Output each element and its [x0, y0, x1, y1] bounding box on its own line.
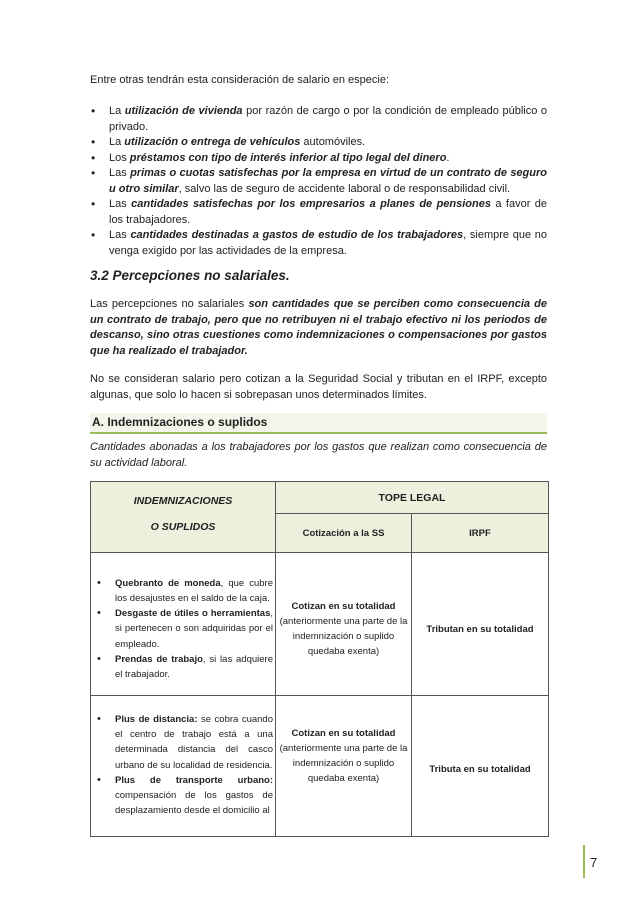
list-item: • La utilización de vivienda por razón de cargo o por la condición de empleado público o privado.	[90, 104, 547, 135]
list-item: • Plus de distancia: se cobra cuando el centro de trabajo está a una determinada distancia del casco urbano de su localidad de residencia.	[91, 712, 273, 773]
table-cell-ss: Cotizan en su totalidad (anteriormente una parte de la indemnización o suplido quedaba exenta)	[276, 563, 412, 696]
subsection-heading-text: A. Indemnizaciones o suplidos	[92, 415, 268, 429]
percepciones-paragraph: Las percepciones no salariales son cantidades que se perciben como consecuencia de un contrato de trabajo, pero que no retribuyen ni el trabajo efectivo ni los periodos de descanso, sino otras cuestiones como indemnizaciones o compensaciones por gastos que ha realizado el trabajador.	[90, 298, 548, 357]
salary-in-kind-list	[90, 104, 547, 259]
list-item: • Los préstamos con tipo de interés inferior al tipo legal del dinero.	[90, 151, 547, 167]
section-heading: 3.2 Percepciones no salariales.	[90, 268, 290, 283]
list-item: • Quebranto de moneda, que cubre los desajustes en el saldo de la caja.	[91, 576, 273, 606]
intro-text: Entre otras tendrán esta consideración de salario en especie:	[90, 74, 390, 86]
list-item: • Las cantidades satisfechas por los empresarios a planes de pensiones a favor de los trabajadores.	[90, 197, 547, 228]
table-header-irpf: IRPF	[412, 514, 549, 553]
table-cell-items	[91, 563, 276, 696]
table-row	[91, 712, 549, 837]
table-cell-ss: Cotizan en su totalidad (anteriormente una parte de la indemnización o suplido quedaba exenta)	[276, 712, 412, 837]
table-header-ss: Cotización a la SS	[276, 514, 412, 553]
list-item: • Plus de transporte urbano: compensación de los gastos de desplazamiento desde el domicilio al	[91, 773, 273, 819]
subsection-heading	[90, 413, 547, 434]
page-number: 7	[590, 855, 598, 870]
list-item: • Prendas de trabajo, si las adquiere el trabajador.	[91, 652, 273, 682]
list-item: • Las primas o cuotas satisfechas por la empresa en virtud de un contrato de seguro u otro similar, salvo las de seguro de accidente laboral o de responsabilidad civil.	[90, 166, 547, 197]
table-cell-irpf: Tributan en su totalidad	[412, 563, 549, 696]
cotizacion-paragraph: No se consideran salario pero cotizan a la Seguridad Social y tributan en el IRPF, excepto algunas, que solo lo hacen si sobrepasan unos determinados límites.	[90, 373, 547, 401]
indemnizaciones-table	[90, 481, 549, 837]
page-number-rule	[583, 845, 585, 878]
list-item: • La utilización o entrega de vehículos automóviles.	[90, 135, 547, 151]
table-cell-irpf: Tributa en su totalidad	[412, 712, 549, 837]
italic-description: Cantidades abonadas a los trabajadores por los gastos que realizan como consecuencia de su actividad laboral.	[90, 441, 547, 469]
table-row	[91, 563, 549, 696]
table-cell-items	[91, 712, 276, 837]
list-item: • Desgaste de útiles o herramientas, si pertenecen o son adquiridas por el empleado.	[91, 606, 273, 652]
list-item: • Las cantidades destinadas a gastos de estudio de los trabajadores, siempre que no venga exigido por las actividades de la empresa.	[90, 228, 547, 259]
table-header-tope-legal: TOPE LEGAL	[276, 482, 549, 514]
table-header-indemnizaciones: INDEMNIZACIONES O SUPLIDOS	[91, 482, 276, 553]
